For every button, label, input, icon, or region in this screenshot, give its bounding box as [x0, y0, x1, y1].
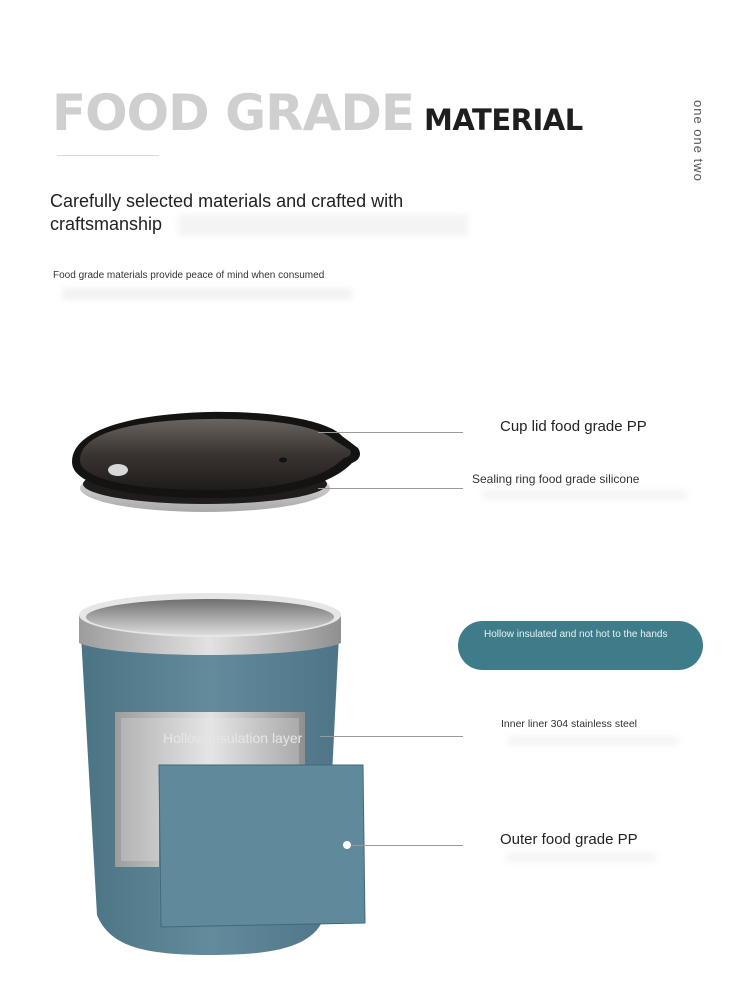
liner-label: Inner liner 304 stainless steel [501, 718, 637, 730]
cup-lid-image [60, 400, 370, 540]
outer-callout-line [351, 845, 463, 846]
faded-text-block [62, 288, 352, 300]
lid-label: Cup lid food grade PP [500, 418, 647, 435]
pill-text: Hollow insulated and not hot to the hands [484, 629, 668, 640]
cup-image [75, 585, 375, 965]
outer-callout-dot [343, 841, 351, 849]
liner-callout-line [320, 736, 463, 737]
page-heading [52, 84, 583, 142]
subtitle: Carefully selected materials and crafted with craftsmanship [50, 191, 404, 234]
vertical-label: one one two [691, 100, 706, 182]
lid-callout-line [318, 432, 463, 433]
heading-big: FOOD GRADE [52, 84, 414, 142]
heading-small: MATERIAL [423, 103, 583, 137]
note: Food grade materials provide peace of mind when consumed [53, 270, 325, 281]
seal-label: Sealing ring food grade silicone [472, 472, 640, 486]
faded-text-block [508, 736, 678, 746]
hollow-insulated-pill [458, 621, 703, 670]
faded-text-block [482, 490, 687, 500]
faded-text-block [506, 852, 656, 862]
hollow-layer-label: Hollow insulation layer [163, 730, 303, 746]
heading-divider [57, 155, 159, 156]
seal-callout-line [318, 488, 463, 489]
outer-label: Outer food grade PP [500, 831, 638, 848]
